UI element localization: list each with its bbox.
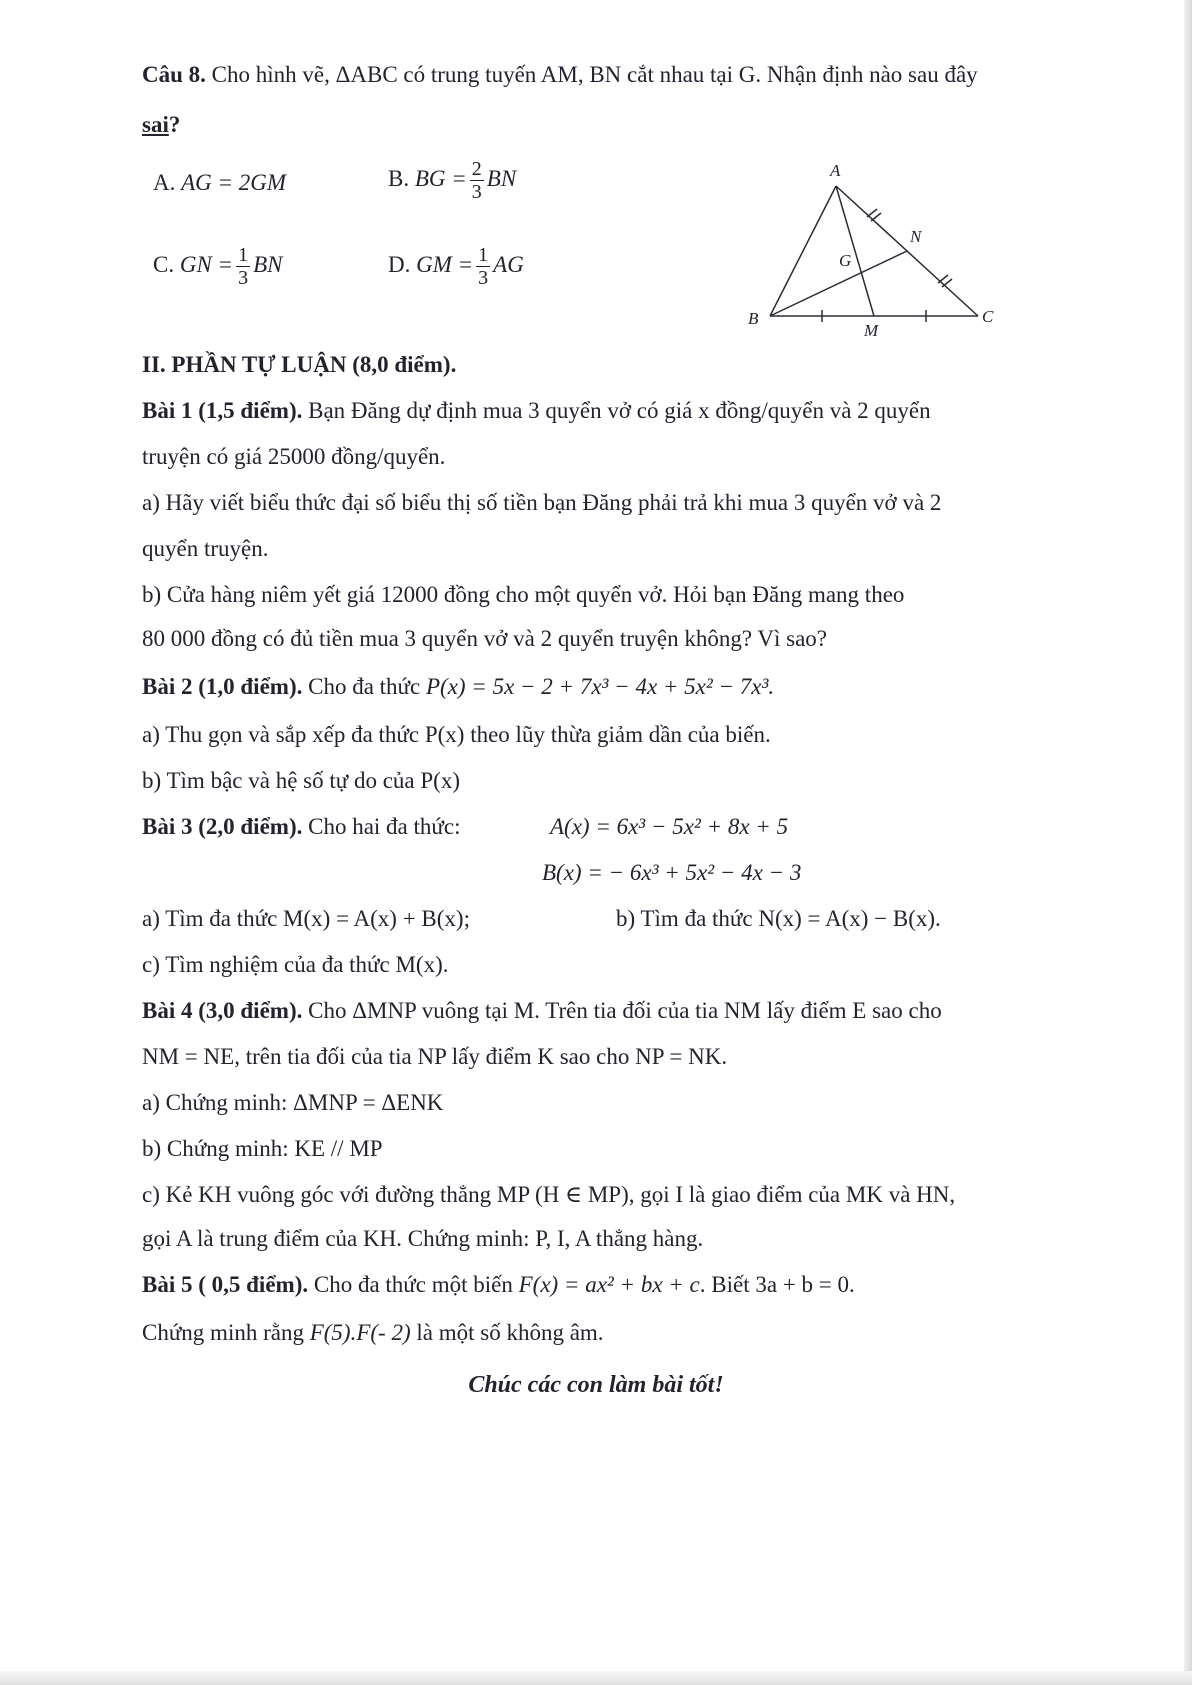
label-g: G: [839, 251, 852, 270]
closing-message: Chúc các con làm bài tốt!: [468, 1372, 724, 1398]
q8-qmark: ?: [168, 112, 181, 137]
bai4-a: a) Chứng minh: ΔMNP = ΔENK: [142, 1090, 444, 1115]
q8-label: Câu 8.: [142, 62, 206, 87]
bai2-label: Bài 2 (1,0 điểm).: [142, 674, 303, 699]
bai2-poly: P(x) = 5x − 2 + 7x³ − 4x + 5x² − 7x³.: [425, 674, 775, 699]
bai4-c1: c) Kẻ KH vuông góc với đường thẳng MP (H ∈ MP), gọi I là giao điểm của MK và HN,: [142, 1182, 956, 1207]
q8-line2: [142, 110, 180, 140]
q8-sai: sai: [142, 112, 169, 137]
bai3-c: c) Tìm nghiệm của đa thức M(x).: [142, 952, 449, 977]
fraction: $\frac{2}{3}$: [471, 158, 482, 203]
bai2-line1: Bài 2 (1,0 điểm). Cho đa thức P(x) = 5x − 2 + 7x³ − 4x + 5x² − 7x³.: [142, 674, 775, 699]
q8-option-c: C. GN = $\frac{1}{3}$ BN: [153, 244, 283, 289]
section-title: II. PHẦN TỰ LUẬN (8,0 điểm).: [142, 352, 457, 377]
bai3-b: b) Tìm đa thức N(x) = A(x) − B(x).: [616, 906, 941, 931]
page-edge: [1184, 0, 1192, 1685]
bai5-line2: Chứng minh rằng F(5).F(- 2) là một số không âm.: [142, 1320, 604, 1345]
page-bottom-edge: [0, 1671, 1192, 1685]
bai1-b2: 80 000 đồng có đủ tiền mua 3 quyển vở và 2 quyển truyện không? Vì sao?: [142, 626, 828, 651]
label-a: A: [830, 161, 841, 180]
bai1-line2: truyện có giá 25000 đồng/quyển.: [142, 444, 446, 469]
bai1-label: Bài 1 (1,5 điểm).: [142, 398, 303, 423]
bai1-line1: Bài 1 (1,5 điểm). Bạn Đăng dự định mua 3 quyển vở có giá x đồng/quyển và 2 quyển: [142, 398, 931, 423]
label-n: N: [910, 227, 922, 246]
fraction: $\frac{1}{3}$: [478, 244, 489, 289]
bai3-line1: Bài 3 (2,0 điểm). Cho hai đa thức:: [142, 814, 461, 839]
q8-option-d: D. GM = $\frac{1}{3}$ AG: [388, 244, 524, 289]
bai2-b: b) Tìm bậc và hệ số tự do của P(x): [142, 768, 460, 793]
bai3-poly-b: B(x) = − 6x³ + 5x² − 4x − 3: [542, 860, 802, 885]
bai2-a: a) Thu gọn và sắp xếp đa thức P(x) theo lũy thừa giảm dần của biến.: [142, 722, 771, 747]
q8-text: Cho hình vẽ, ΔABC có trung tuyến AM, BN cắt nhau tại G. Nhận định nào sau đây: [211, 62, 978, 87]
bai3-poly-a: A(x) = 6x³ − 5x² + 8x + 5: [550, 814, 789, 839]
bai4-line1: Bài 4 (3,0 điểm). Cho ΔMNP vuông tại M. Trên tia đối của tia NM lấy điểm E sao cho: [142, 998, 942, 1023]
side-ab: [770, 186, 836, 316]
bai3-a: a) Tìm đa thức M(x) = A(x) + B(x);: [142, 906, 470, 931]
bai1-b1: b) Cửa hàng niêm yết giá 12000 đồng cho một quyển vở. Hỏi bạn Đăng mang theo: [142, 582, 905, 607]
fraction: $\frac{1}{3}$: [238, 244, 249, 289]
bai4-label: Bài 4 (3,0 điểm).: [142, 998, 303, 1023]
bai4-line2: NM = NE, trên tia đối của tia NP lấy điểm K sao cho NP = NK.: [142, 1044, 728, 1069]
bai3-label: Bài 3 (2,0 điểm).: [142, 814, 303, 839]
bai5-label: Bài 5 ( 0,5 điểm).: [142, 1272, 309, 1297]
bai5-line1: Bài 5 ( 0,5 điểm). Cho đa thức một biến F(x) = ax² + bx + c. Biết 3a + b = 0.: [142, 1272, 855, 1297]
bai4-b: b) Chứng minh: KE // MP: [142, 1136, 383, 1161]
triangle-diagram: [740, 158, 1000, 338]
q8-option-a: A. AG = 2GM: [153, 170, 287, 195]
q8-line1: [142, 60, 978, 90]
label-b: B: [748, 309, 759, 328]
bai1-a1: a) Hãy viết biểu thức đại số biểu thị số tiền bạn Đăng phải trả khi mua 3 quyển vở và 2: [142, 490, 942, 515]
bai5-poly: F(x) = ax² + bx + c: [518, 1272, 700, 1297]
label-c: C: [982, 307, 994, 326]
bai4-c2: gọi A là trung điểm của KH. Chứng minh: P, I, A thẳng hàng.: [142, 1226, 704, 1251]
q8-option-b: B. BG = $\frac{2}{3}$ BN: [388, 158, 517, 203]
label-m: M: [864, 321, 879, 338]
bai1-a2: quyển truyện.: [142, 536, 269, 561]
